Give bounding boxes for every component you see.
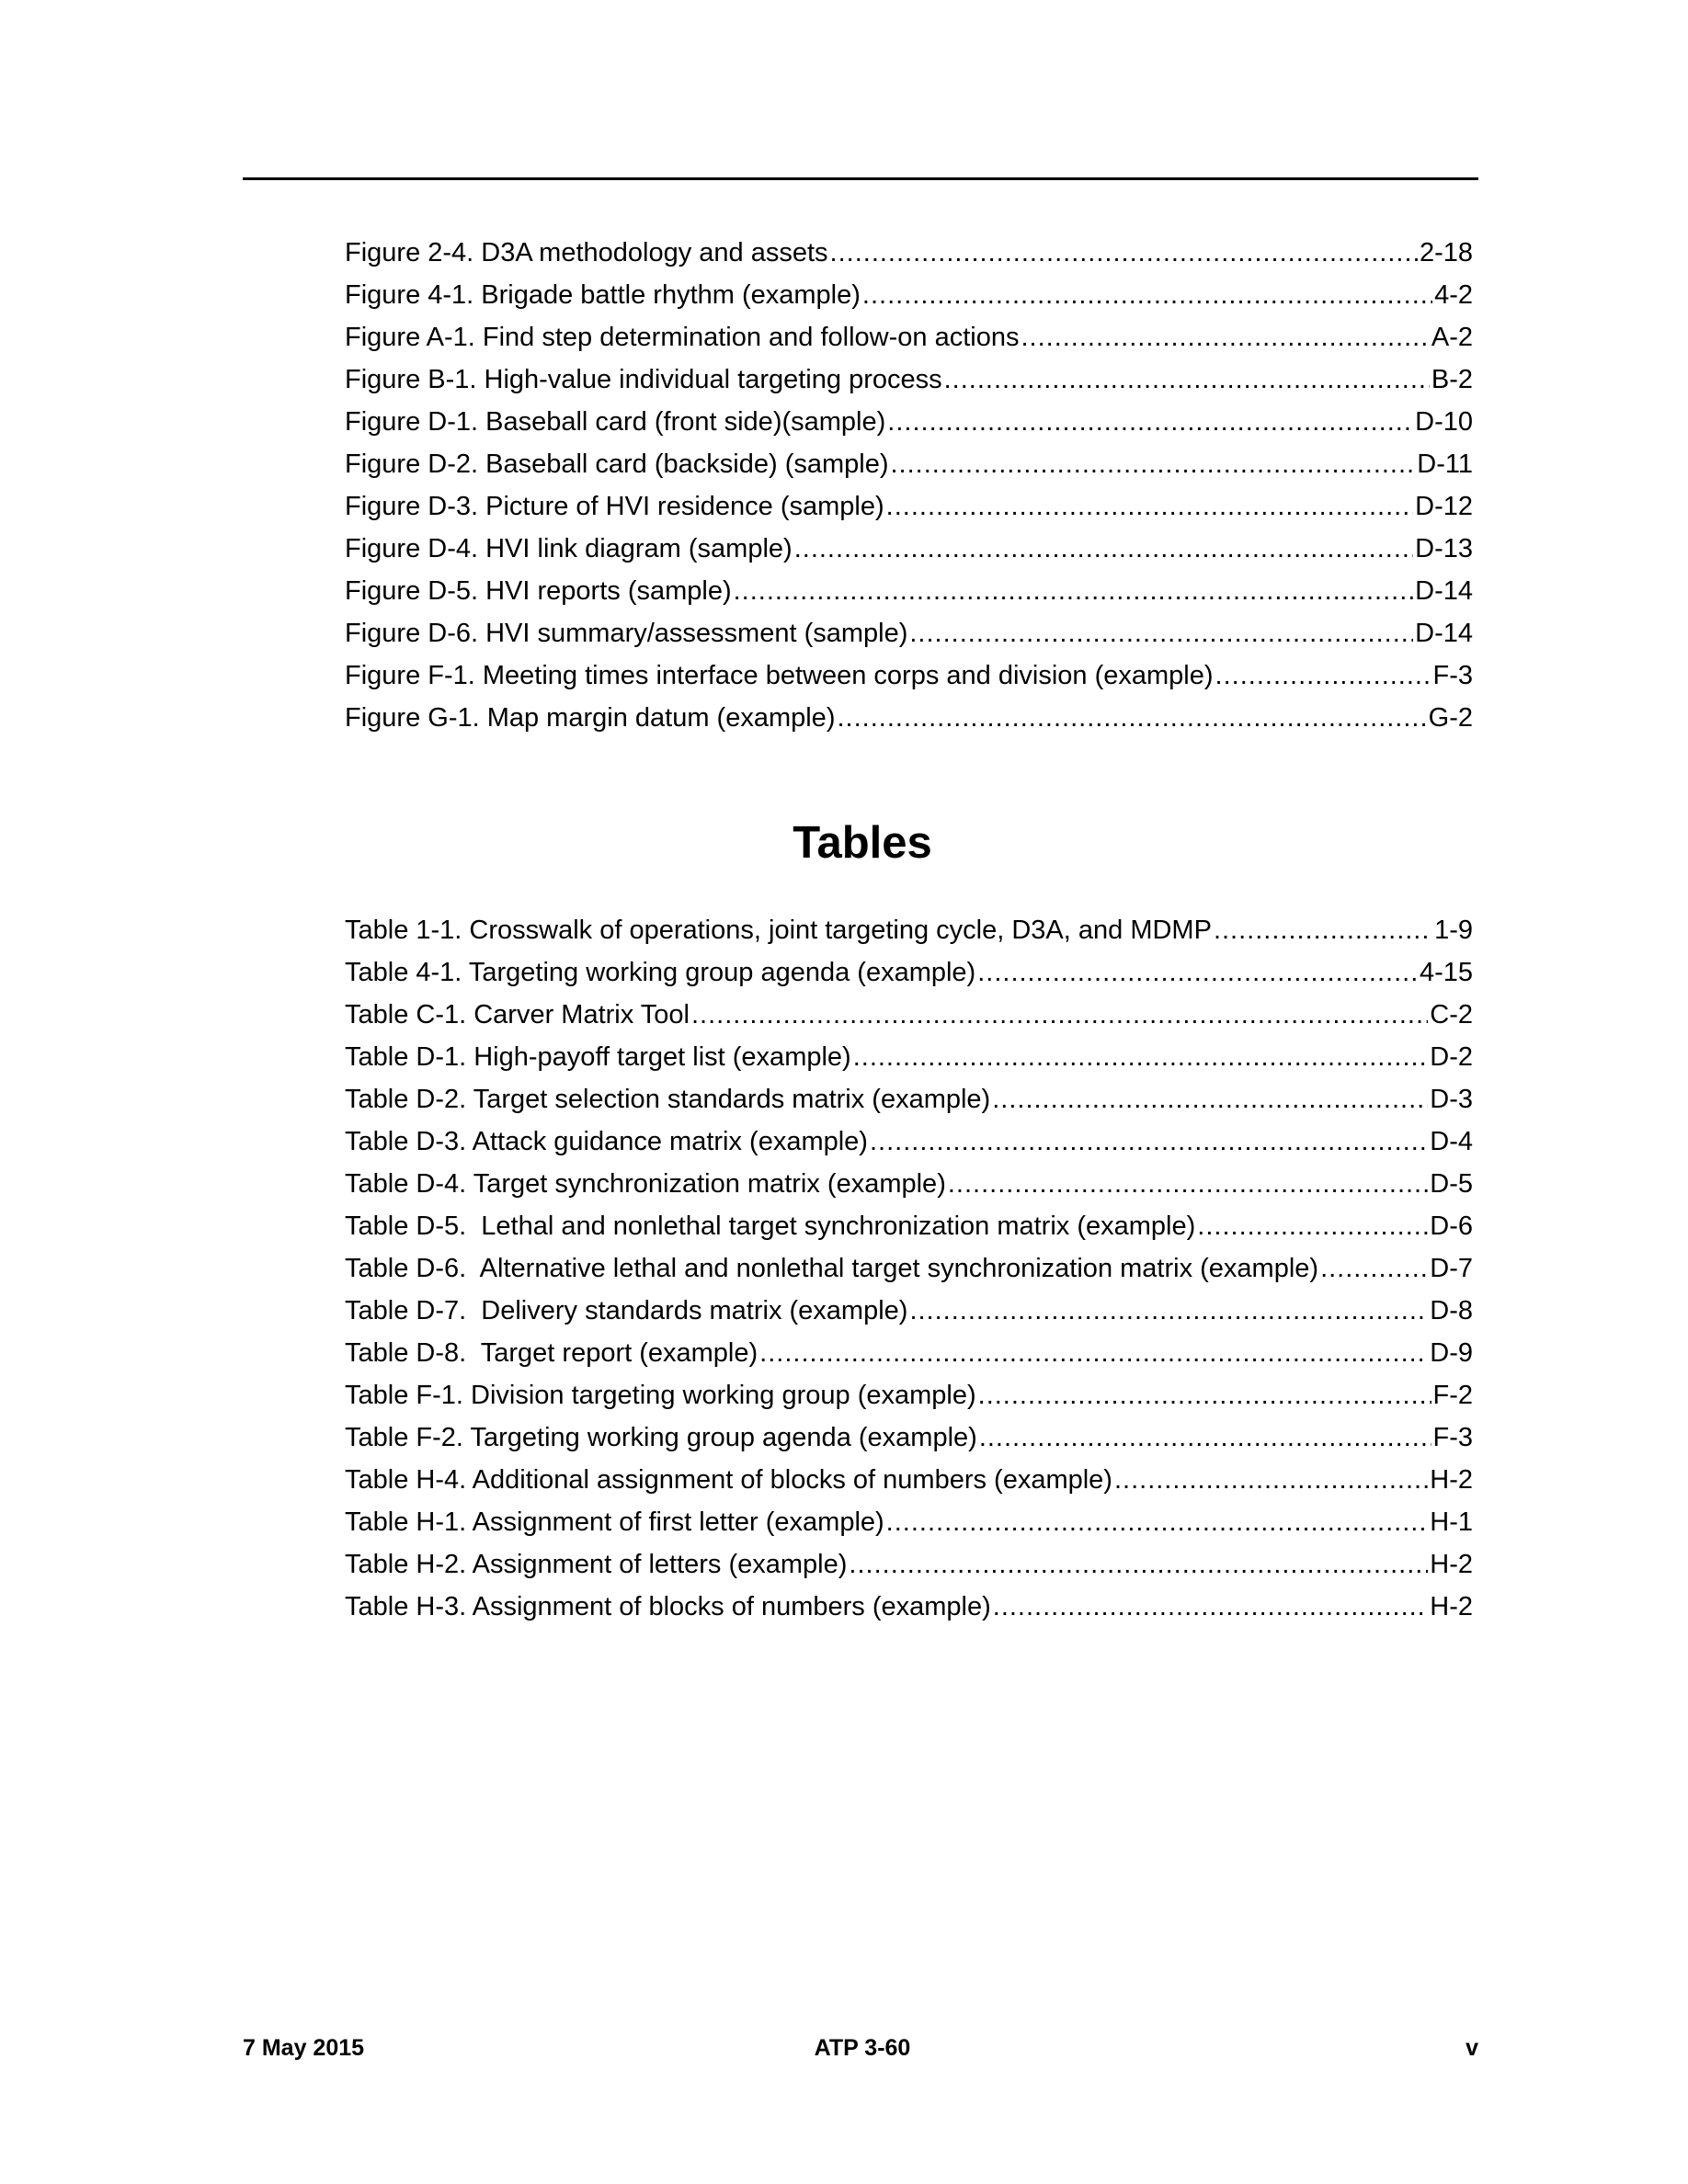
- toc-entry-page: D-14: [1415, 619, 1473, 648]
- figure-list-item[interactable]: [345, 570, 1473, 612]
- table-list-item[interactable]: [345, 1247, 1473, 1290]
- dot-leader: [979, 1416, 1431, 1459]
- figure-list-item[interactable]: [345, 232, 1473, 274]
- dot-leader: [794, 528, 1413, 570]
- dot-leader: [759, 1332, 1428, 1374]
- toc-entry-page: D-10: [1415, 407, 1473, 437]
- dot-leader: [830, 232, 1418, 274]
- toc-entry-page: D-7: [1430, 1254, 1473, 1283]
- footer-document-id: ATP 3-60: [814, 2035, 911, 2061]
- dot-leader: [1214, 909, 1432, 951]
- toc-entry-title: Figure G-1. Map margin datum (example): [345, 703, 836, 733]
- toc-entry-title: Table D-5. Lethal and nonlethal target synchronization matrix (example): [345, 1211, 1196, 1241]
- dot-leader: [887, 401, 1413, 443]
- dot-leader: [992, 1078, 1428, 1120]
- toc-entry-page: D-9: [1430, 1338, 1473, 1368]
- toc-entry-title: Table D-3. Attack guidance matrix (example): [345, 1127, 868, 1156]
- toc-entry-page: D-13: [1415, 534, 1473, 563]
- dot-leader: [909, 612, 1413, 654]
- tables-list: [345, 909, 1473, 1628]
- dot-leader: [849, 1543, 1428, 1586]
- toc-entry-page: H-2: [1430, 1592, 1473, 1621]
- toc-entry-title: Figure D-6. HVI summary/assessment (sample): [345, 619, 908, 648]
- toc-entry-page: 1-9: [1434, 916, 1473, 945]
- table-list-item[interactable]: [345, 1290, 1473, 1332]
- toc-entry-title: Table H-1. Assignment of first letter (example): [345, 1507, 884, 1537]
- toc-entry-title: Figure 2-4. D3A methodology and assets: [345, 238, 828, 267]
- toc-entry-page: F-2: [1432, 1381, 1473, 1410]
- dot-leader: [993, 1586, 1429, 1628]
- toc-entry-title: Table C-1. Carver Matrix Tool: [345, 1000, 690, 1029]
- table-list-item[interactable]: [345, 951, 1473, 994]
- toc-entry-page: H-2: [1430, 1465, 1473, 1495]
- toc-entry-title: Figure B-1. High-value individual targeting process: [345, 365, 942, 394]
- footer-date: 7 May 2015: [243, 2035, 365, 2061]
- toc-entry-page: D-4: [1430, 1127, 1473, 1156]
- tables-heading: Tables: [793, 818, 932, 868]
- toc-entry-title: Table F-1. Division targeting working group (example): [345, 1381, 976, 1410]
- toc-entry-page: 4-2: [1434, 280, 1473, 310]
- table-list-item[interactable]: [345, 1586, 1473, 1628]
- table-list-item[interactable]: [345, 909, 1473, 951]
- toc-entry-title: Figure D-1. Baseball card (front side)(sample): [345, 407, 886, 437]
- toc-entry-page: D-6: [1430, 1211, 1473, 1241]
- toc-entry-page: D-14: [1415, 576, 1473, 606]
- dot-leader: [691, 994, 1428, 1036]
- dot-leader: [837, 697, 1426, 739]
- dot-leader: [870, 1120, 1428, 1163]
- toc-entry-page: D-2: [1430, 1042, 1473, 1072]
- dot-leader: [1320, 1247, 1428, 1290]
- toc-entry-page: 4-15: [1419, 958, 1473, 987]
- dot-leader: [977, 951, 1418, 994]
- table-list-item[interactable]: [345, 1416, 1473, 1459]
- toc-entry-title: Table D-4. Target synchronization matrix (example): [345, 1169, 946, 1199]
- toc-entry-page: D-12: [1415, 492, 1473, 521]
- figure-list-item[interactable]: [345, 274, 1473, 316]
- table-list-item[interactable]: [345, 994, 1473, 1036]
- dot-leader: [909, 1290, 1428, 1332]
- toc-entry-page: H-2: [1430, 1550, 1473, 1579]
- toc-entry-title: Table D-7. Delivery standards matrix (example): [345, 1296, 908, 1325]
- dot-leader: [734, 570, 1414, 612]
- table-list-item[interactable]: [345, 1332, 1473, 1374]
- toc-entry-title: Table H-2. Assignment of letters (example): [345, 1550, 848, 1579]
- toc-entry-page: B-2: [1431, 365, 1473, 394]
- toc-entry-title: Table F-2. Targeting working group agenda (example): [345, 1423, 977, 1452]
- toc-entry-title: Table D-2. Target selection standards matrix (example): [345, 1085, 991, 1114]
- toc-entry-title: Table D-6. Alternative lethal and nonlethal target synchronization matrix (example): [345, 1254, 1319, 1283]
- dot-leader: [886, 1501, 1429, 1543]
- table-list-item[interactable]: [345, 1120, 1473, 1163]
- figure-list-item[interactable]: [345, 316, 1473, 358]
- figure-list-item[interactable]: [345, 612, 1473, 654]
- header-rule: [243, 177, 1478, 180]
- dot-leader: [1114, 1459, 1428, 1501]
- dot-leader: [886, 485, 1413, 528]
- table-list-item[interactable]: [345, 1501, 1473, 1543]
- toc-entry-page: D-8: [1430, 1296, 1473, 1325]
- toc-entry-page: D-3: [1430, 1085, 1473, 1114]
- dot-leader: [978, 1374, 1431, 1416]
- figure-list-item[interactable]: [345, 443, 1473, 485]
- dot-leader: [1021, 316, 1429, 358]
- dot-leader: [1215, 654, 1431, 697]
- toc-entry-page: A-2: [1431, 323, 1473, 352]
- toc-entry-page: G-2: [1428, 703, 1473, 733]
- toc-entry-title: Table 4-1. Targeting working group agenda (example): [345, 958, 976, 987]
- table-list-item[interactable]: [345, 1078, 1473, 1120]
- figure-list-item[interactable]: [345, 485, 1473, 528]
- toc-entry-title: Figure F-1. Meeting times interface between corps and division (example): [345, 661, 1214, 690]
- toc-entry-title: Figure D-2. Baseball card (backside) (sample): [345, 449, 889, 479]
- table-list-item[interactable]: [345, 1374, 1473, 1416]
- table-list-item[interactable]: [345, 1543, 1473, 1586]
- table-list-item[interactable]: [345, 1459, 1473, 1501]
- toc-entry-title: Table D-8. Target report (example): [345, 1338, 758, 1368]
- toc-entry-page: F-3: [1432, 1423, 1473, 1452]
- figure-list-item[interactable]: [345, 528, 1473, 570]
- dot-leader: [853, 1036, 1429, 1078]
- toc-entry-page: H-1: [1430, 1507, 1473, 1537]
- figures-list: [345, 232, 1473, 739]
- toc-entry-title: Figure 4-1. Brigade battle rhythm (example): [345, 280, 861, 310]
- figure-list-item[interactable]: [345, 654, 1473, 697]
- dot-leader: [948, 1163, 1428, 1205]
- figure-list-item[interactable]: [345, 401, 1473, 443]
- dot-leader: [944, 358, 1430, 401]
- dot-leader: [891, 443, 1416, 485]
- dot-leader: [1197, 1205, 1428, 1247]
- toc-entry-page: D-11: [1417, 449, 1473, 479]
- toc-entry-title: Table 1-1. Crosswalk of operations, joint targeting cycle, D3A, and MDMP: [345, 916, 1212, 945]
- toc-entry-title: Figure D-5. HVI reports (sample): [345, 576, 732, 606]
- toc-entry-title: Figure D-3. Picture of HVI residence (sample): [345, 492, 884, 521]
- figure-list-item[interactable]: [345, 697, 1473, 739]
- toc-entry-title: Figure D-4. HVI link diagram (sample): [345, 534, 793, 563]
- toc-entry-page: 2-18: [1419, 238, 1473, 267]
- toc-entry-title: Table H-4. Additional assignment of blocks of numbers (example): [345, 1465, 1112, 1495]
- dot-leader: [862, 274, 1432, 316]
- toc-entry-page: F-3: [1432, 661, 1473, 690]
- toc-entry-page: D-5: [1430, 1169, 1473, 1199]
- footer-page-number: v: [1466, 2035, 1478, 2061]
- figure-list-item[interactable]: [345, 358, 1473, 401]
- toc-entry-title: Figure A-1. Find step determination and follow-on actions: [345, 323, 1020, 352]
- table-list-item[interactable]: [345, 1036, 1473, 1078]
- table-list-item[interactable]: [345, 1205, 1473, 1247]
- toc-entry-title: Table D-1. High-payoff target list (example): [345, 1042, 851, 1072]
- toc-entry-page: C-2: [1430, 1000, 1473, 1029]
- table-list-item[interactable]: [345, 1163, 1473, 1205]
- toc-entry-title: Table H-3. Assignment of blocks of numbers (example): [345, 1592, 991, 1621]
